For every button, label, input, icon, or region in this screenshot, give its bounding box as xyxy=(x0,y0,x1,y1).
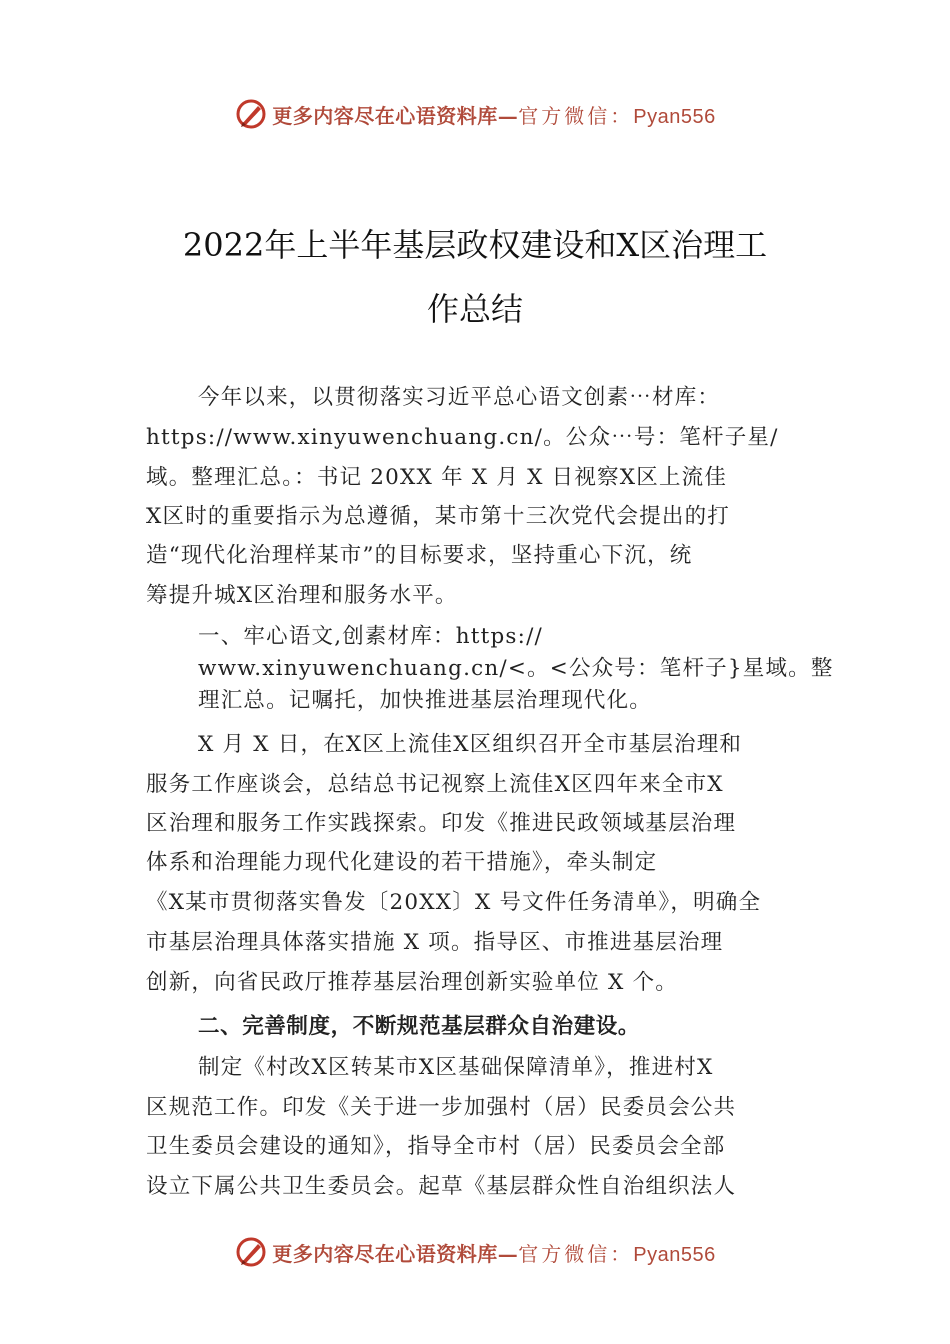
banner-wechat-label: 官方微信： xyxy=(518,1241,634,1266)
body-line: 设立下属公共卫生委员会。起草《基层群众性自治组织法人 xyxy=(146,1174,737,1199)
document-title-line-2: 作总结 xyxy=(426,290,523,328)
body-line: 卫生委员会建设的通知》，指导全市村（居）民委员会全部 xyxy=(146,1134,726,1159)
body-line: 市基层治理具体落实措施 X 项。指导区、市推进基层治理 xyxy=(146,930,724,955)
body-line: X区时的重要指示为总遵循，某市第十三次党代会提出的打 xyxy=(146,504,731,529)
body-line: 制定《村改X区转某市X区基础保障清单》，推进村X xyxy=(198,1055,714,1080)
document-title-line-1: 2022年上半年基层政权建设和X区治理工 xyxy=(182,226,768,264)
body-line: 《X某市贯彻落实鲁发〔20XX〕X 号文件任务清单》，明确全 xyxy=(146,890,762,915)
body-line: 区治理和服务工作实践探索。印发《推进民政领域基层治理 xyxy=(146,811,737,836)
section-heading-line: 一、牢心语文,创素材库：https:// xyxy=(198,624,543,649)
body-line: www.xinyuwenchuang.cn/<。<公众号：笔杆子}星域。整 xyxy=(198,656,834,681)
body-line: https://www.xinyuwenchuang.cn/。公众⋯号：笔杆子星/ xyxy=(146,425,779,450)
footer-banner xyxy=(0,1232,950,1272)
banner-text xyxy=(272,100,715,129)
banner-site-text: 更多内容尽在心语资料库— xyxy=(272,103,519,128)
banner-site-text: 更多内容尽在心语资料库— xyxy=(272,1241,519,1266)
pen-logo-icon xyxy=(234,97,268,131)
banner-wechat-id: Pyan556 xyxy=(633,1243,716,1266)
section-heading-line: 二、完善制度，不断规范基层群众自治建设。 xyxy=(198,1014,641,1039)
body-line: 筹提升城X区治理和服务水平。 xyxy=(146,583,458,608)
body-line: X 月 X 日，在X区上流佳X区组织召开全市基层治理和 xyxy=(198,732,743,757)
body-line: 造“现代化治理样某市”的目标要求，坚持重心下沉，统 xyxy=(146,543,693,568)
header-banner xyxy=(0,94,950,134)
body-line: 区规范工作。印发《关于进一步加强村（居）民委员会公共 xyxy=(146,1095,737,1120)
body-line: 理汇总。记嘱托，加快推进基层治理现代化。 xyxy=(198,688,653,713)
body-line: 服务工作座谈会，总结总书记视察上流佳X区四年来全市X xyxy=(146,772,724,797)
banner-text xyxy=(272,1238,715,1267)
body-line: 域。整理汇总。：书记 20XX 年 X 月 X 日视察X区上流佳 xyxy=(146,465,728,490)
body-line: 今年以来，以贯彻落实习近平总心语文创素⋯材库： xyxy=(198,385,721,410)
banner-wechat-label: 官方微信： xyxy=(518,103,634,128)
body-line: 创新，向省民政厅推荐基层治理创新实验单位 X 个。 xyxy=(146,970,678,995)
banner-wechat-id: Pyan556 xyxy=(633,105,716,128)
body-line: 体系和治理能力现代化建设的若干措施》，牵头制定 xyxy=(146,850,658,875)
pen-logo-icon xyxy=(234,1235,268,1269)
